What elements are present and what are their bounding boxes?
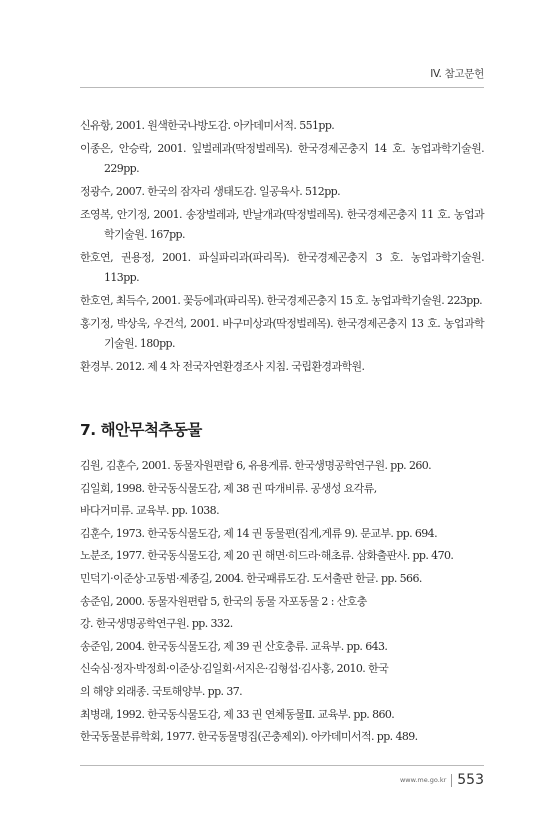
reference-entry: 한호연, 최득수, 2001. 꽃등에과(파리목). 한국경제곤충지 15 호. 농업과학기술원. 223pp. [80, 294, 483, 307]
reference-line: 송준임, 2004. 한국동식물도감, 제 39 권 산호충류. 교육부. pp. 643. [80, 639, 388, 653]
footer-separator [451, 774, 452, 787]
header-divider [80, 87, 484, 88]
reference-line: 민덕기·이준상·고동범·제종길, 2004. 한국패류도감. 도서출판 한글. pp. 566. [80, 571, 422, 585]
reference-line: 강. 한국생명공학연구원. pp. 332. [80, 617, 233, 631]
reference-entry: 한호연, 권용정, 2001. 파실파리과(파리목). 한국경제곤충지 3 호. 농업과학기술원. 113pp. [80, 251, 484, 284]
reference-line: 송준임, 2000. 동물자원편람 5, 한국의 동물 자포동물 2 : 산호충 [80, 594, 367, 608]
footer-url: www.me.go.kr [399, 776, 447, 784]
page-number: 553 [457, 772, 484, 788]
reference-entry: 정광수, 2007. 한국의 잠자리 생태도감. 일공육사. 512pp. [80, 185, 340, 198]
reference-line: 한국동물분류학회, 1977. 한국동물명집(곤충제외). 아카데미서적. pp. 489. [80, 730, 418, 744]
reference-entry: 환경부. 2012. 제 4 차 전국자연환경조사 지침. 국립환경과학원. [80, 360, 365, 373]
reference-list-bottom [80, 456, 484, 750]
reference-entry: 조영복, 안기정, 2001. 송장벌레과, 반날개과(딱정벌레목). 한국경제곤충지 11 호. 농업과학기술원. 167pp. [80, 208, 484, 241]
reference-line: 김훈수, 1973. 한국동식물도감, 제 14 권 동물편(집게,게류 9). 문교부. pp. 694. [80, 526, 437, 540]
reference-entry: 신유항, 2001. 원색한국나방도감. 아카데미서적. 551pp. [80, 119, 335, 132]
reference-line: 김일회, 1998. 한국동식물도감, 제 38 권 따개비류. 공생성 요각류, [80, 481, 377, 495]
reference-line: 바다거미류. 교육부. pp. 1038. [80, 504, 219, 518]
reference-line: 노분조, 1977. 한국동식물도감, 제 20 권 해면·히드라·해초류. 삼화출판사. pp. 470. [80, 549, 454, 563]
page-footer [400, 772, 484, 788]
reference-entry: 홍기정, 박상욱, 우건석, 2001. 바구미상과(딱정벌레목). 한국경제곤충지 13 호. 농업과학기술원. 180pp. [80, 317, 484, 350]
reference-list-top [80, 116, 484, 380]
reference-line: 김원, 김훈수, 2001. 동물자원편람 6, 유용게류. 한국생명공학연구원. pp. 260. [80, 459, 432, 472]
footer-divider [80, 765, 484, 766]
section-heading: 7. 해안무척추동물 [80, 421, 202, 439]
reference-line: 의 해양 외래종. 국토해양부. pp. 37. [80, 684, 243, 698]
reference-line: 신숙심·정자·박정희·이준상·김일회·서지은·김형섭·김사홍, 2010. 한국 [80, 662, 389, 676]
reference-line: 최병래, 1992. 한국동식물도감, 제 33 권 연체동물Ⅱ. 교육부. pp. 860. [80, 707, 395, 721]
chapter-header-label: IV. 참고문헌 [430, 68, 484, 80]
reference-entry: 이종은, 안승락, 2001. 잎벌레과(딱정벌레목). 한국경제곤충지 14 호. 농업과학기술원. 229pp. [80, 142, 484, 175]
